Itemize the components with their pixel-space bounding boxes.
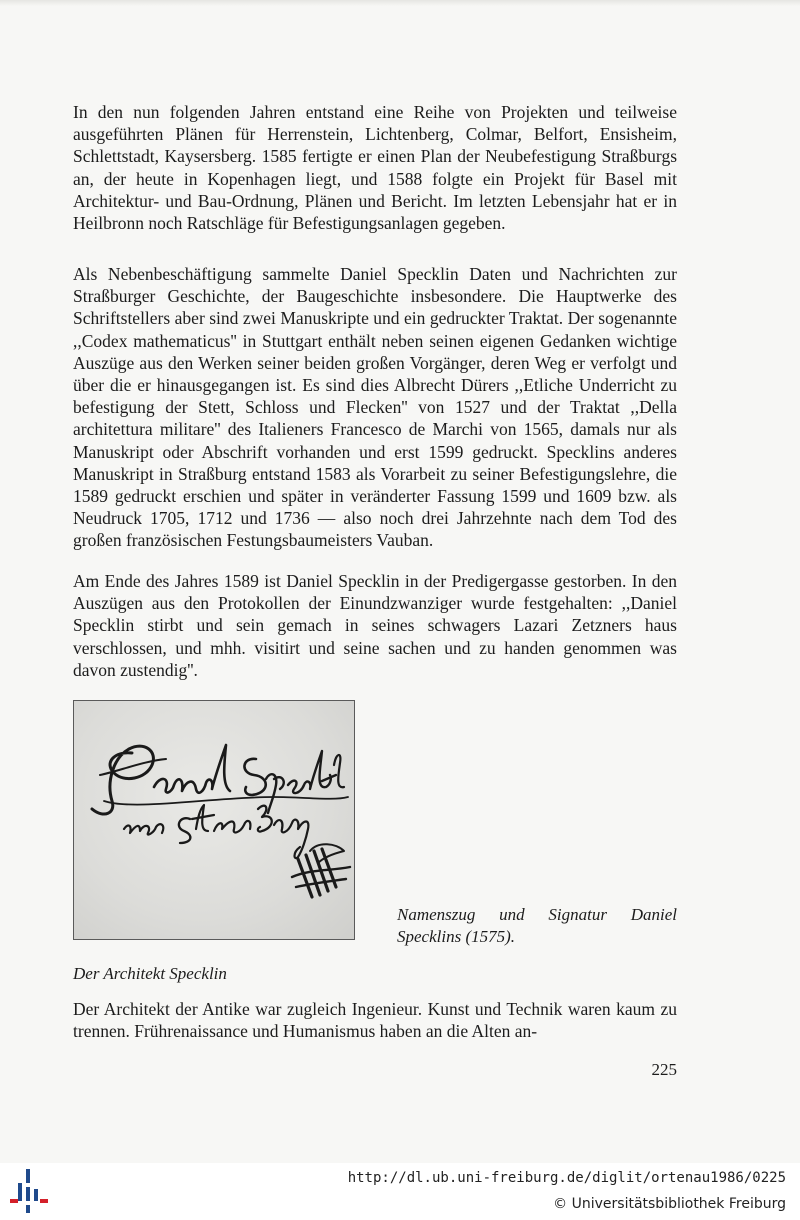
logo-graphic [10, 1169, 50, 1213]
copyright-text: © Universitätsbibliothek Freiburg [553, 1196, 786, 1212]
page-number: 225 [651, 1060, 677, 1079]
body-paragraph-4: Der Architekt der Antike war zugleich Ingenieur. Kunst und Technik waren kaum zu trennen. Frührenaissance und Humanismus haben an die Alten an- [73, 999, 677, 1042]
source-url-link[interactable]: http://dl.ub.uni-freiburg.de/diglit/ortenau1986/0225 [347, 1170, 786, 1186]
section-heading: Der Architekt Specklin [73, 964, 227, 983]
scan-edge [0, 0, 800, 6]
ub-freiburg-logo-icon [10, 1169, 50, 1218]
footer-bar [0, 1163, 800, 1220]
body-paragraph-1: In den nun folgenden Jahren entstand eine Reihe von Projekten und teilweise ausgeführten Plänen für Herrenstein, Lichtenberg, Colmar, Belfort, Ensisheim, Schlettstadt, Kaysersberg. 1585 fertigte er einen Plan der Neubefestigung Straßburgs an, der heute in Kopenhagen liegt, und 1588 folgte ein Projekt für Basel mit Architektur- und Bau-Ordnung, Plänen und Bericht. Im letzten Lebensjahr hat er in Heilbronn noch Ratschläge für Befestigungsanlagen gegeben. [73, 102, 677, 234]
signature-photo [73, 700, 355, 940]
figure-caption: Namenszug und Signatur Daniel Specklins (1575). [397, 905, 677, 946]
handwritten-signature-image [74, 701, 355, 940]
body-paragraph-2: Als Nebenbeschäftigung sammelte Daniel Specklin Daten und Nachrichten zur Straßburger Geschichte, der Baugeschichte insbesondere. Die Hauptwerke des Schriftstellers aber sind zwei Manuskripte und ein gedruckter Traktat. Der sogenannte ,,Codex mathematicus'' in Stuttgart enthält neben seinen eigenen Gedanken wichtige Auszüge aus den Werken seiner beiden großen Vorgänger, deren Weg er verfolgt und über die er hinausgegangen ist. Es sind dies Albrecht Dürers ,,Etliche Underricht zu befestigung der Stett, Schloss und Flecken'' von 1527 und der Traktat ,,Della architettura militare'' des Italieners Francesco de Marchi von 1565, damals nur als Manuskript oder Abschrift vorhanden und erst 1599 gedruckt. Specklins anderes Manuskript in Straßburg entstand 1583 als Vorarbeit zu seiner Befestigungslehre, die 1589 gedruckt erschien und später in veränderter Fassung 1599 und 1609 bzw. als Neudruck 1705, 1712 und 1736 — also noch drei Jahrzehnte nach dem Tod des großen französischen Festungsbaumeisters Vauban. [73, 264, 677, 551]
body-paragraph-3: Am Ende des Jahres 1589 ist Daniel Specklin in der Predigergasse gestorben. In den Auszügen aus den Protokollen der Einundzwanziger wurde festgehalten: ,,Daniel Specklin stirbt und sein gemach in seines schwagers Lazari Zetzners haus verschlossen, und mhh. visitirt und seine sachen und zu handen genommen was davon zustendig''. [73, 571, 677, 680]
